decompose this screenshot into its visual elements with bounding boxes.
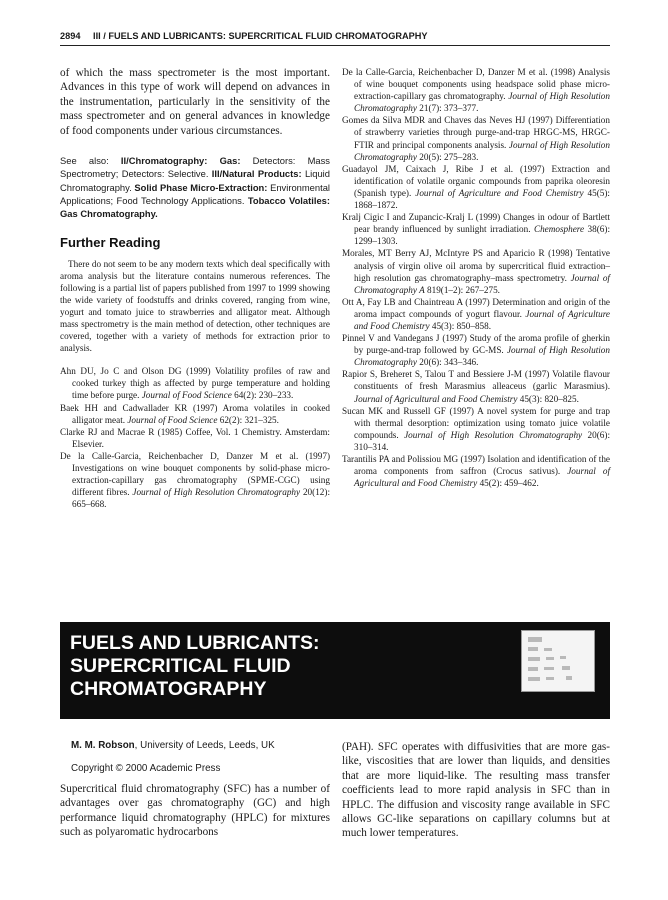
running-title: III / FUELS AND LUBRICANTS: SUPERCRITICAL FLUID CHROMATOGRAPHY (93, 31, 428, 41)
reference-item: Morales, MT Berry AJ, McIntyre PS and Aparicio R (1998) Tentative analysis of virgin olive oil aroma by supercritical fluid extraction–high resolution gas chromatography–mass spectrometry. Journal of Chromatography A 819(1–2): 267–275. (342, 248, 610, 295)
reference-item: Gomes da Silva MDR and Chaves das Neves HJ (1997) Differentiation of strawberry varieties through purge-and-trap HRGC-MS, HRGC-FTIR and principal components analysis. Journal of High Resolution Chromatography 20(5): 275–283. (342, 115, 610, 162)
see-also-section: III/Natural Products: (211, 168, 302, 180)
reference-list-left (60, 365, 330, 510)
article-title-line: SUPERCRITICAL FLUID (70, 655, 291, 677)
see-also-links[interactable]: II/Chromatography: Gas: Detectors: Mass Spectrometry; Detectors: Selective. III/Natural Products: Liquid Chromatography. Solid Phase Micro-Extraction: Environmental Applications; Food Technology Applications. Tobacco Volatiles: Gas Chromatography. (60, 155, 331, 220)
article-opening-right (342, 740, 610, 841)
reference-item: Guadayol JM, Caixach J, Ribe J et al. (1997) Extraction and identification of volatile organic compounds from paprika oleoresin (Spanish type). Journal of Agriculture and Food Chemistry 45(5): 1868–1872. (342, 163, 610, 211)
see-also (60, 154, 330, 220)
article-paragraph-left: Supercritical fluid chromatography (SFC) has a number of advantages over gas chromatography (GC) and high performance liquid chromatography (HPLC) for mixtures such as polyaromatic hydrocarbons (60, 783, 330, 839)
reference-item: Tarantilis PA and Polissiou MG (1997) Isolation and identification of the aroma components from saffron (Crocus sativus). Journal of Agricultural and Food Chemistry 45(2): 459–462. (342, 454, 610, 489)
reference-journal: Journal of High Resolution Chromatography (132, 487, 301, 498)
reference-journal: Journal of Agricultural and Food Chemistry (354, 393, 518, 404)
reference-journal: Journal of High Resolution Chromatography (354, 91, 610, 114)
author-affiliation: , University of Leeds, Leeds, UK (134, 740, 275, 751)
reference-journal: Journal of Food Science (141, 390, 232, 401)
intro-paragraph: of which the mass spectrometer is the most important. Advances in this type of work will depend on advances in the instrumentation, particularly in the sensitivity of the mass spectrometer and on general advances in knowledge of food components under various circumstances. (60, 67, 330, 137)
article-title (70, 632, 320, 701)
reference-journal: Chemosphere (533, 224, 585, 235)
reference-item: Sucan MK and Russell GF (1997) A novel system for purge and trap with thermal desorption: optimization using tomato juice volatile compounds. Journal of High Resolution Chromatography 20(6): 310–314. (342, 405, 610, 452)
article-title-line: FUELS AND LUBRICANTS: (70, 632, 320, 654)
reference-item: Kralj Cigic I and Zupancic-Kralj L (1999) Changes in odour of Bartlett pear brandy influenced by sunlight irradiation. Chemosphere 38(6): 1299–1303. (342, 212, 610, 247)
reference-list-right (342, 66, 610, 489)
see-also-label: See also: (60, 155, 109, 167)
author-name: M. M. Robson (71, 740, 135, 751)
article-title-line: CHROMATOGRAPHY (70, 678, 267, 700)
reference-journal: Journal of Chromatography A (354, 272, 610, 295)
reference-item: Ott A, Fay LB and Chaintreau A (1997) Determination and origin of the aroma impact compounds of yogurt flavour. Journal of Agriculture and Food Chemistry 45(3): 850–858. (342, 296, 611, 331)
reference-item: De la Calle-Garcia, Reichenbacher D, Danzer M et al. (1998) Analysis of wine bouquet components using headspace solid phase micro-extraction-capillary gas chromatography. Journal of High Resolution Chromatography 21(7): 373–377. (342, 67, 610, 114)
see-also-section: Tobacco Volatiles: Gas Chromatography. (60, 194, 330, 220)
reference-journal: Journal of High Resolution Chromatography (354, 345, 610, 368)
reference-journal: Journal of Agriculture and Food Chemistry (354, 308, 611, 331)
article-opening-left (60, 740, 330, 840)
reference-journal: Journal of Agriculture and Food Chemistry (415, 187, 584, 198)
chromatography-section-logo-icon (521, 630, 595, 692)
page-number: 2894 (60, 31, 81, 41)
author-line (71, 740, 330, 751)
reference-journal: Journal of High Resolution Chromatography (354, 139, 610, 162)
header-rule (60, 45, 610, 46)
article-title-banner (60, 622, 610, 719)
right-column (342, 66, 610, 489)
see-also-section: II/Chromatography: Gas: (120, 155, 241, 167)
reference-item: Rapior S, Breheret S, Talou T and Bessiere J-M (1997) Volatile flavour constituents of fresh Marasmius alleaceus (garlic Marasmius). Journal of Agricultural and Food Chemistry 45(3): 820–825. (342, 369, 610, 404)
reference-journal: Journal of High Resolution Chromatography (404, 429, 583, 440)
see-also-section: Solid Phase Micro-Extraction: (134, 181, 268, 193)
reference-journal: Journal of Food Science (127, 414, 218, 425)
running-header (60, 31, 610, 41)
article-paragraph-right: (PAH). SFC operates with diffusivities that are more gas-like, viscosities that are lower than liquids, and densities that are more liquid-like. The resulting mass transfer coefficients lead to more rapid analysis in SFC than in HPLC. The diffusion and viscosity range available in SFC allows GC-like separations on capillary columns but at much lower temperatures. (342, 741, 610, 840)
further-reading-text: There do not seem to be any modern texts which deal specifically with aroma analysis but the literature contains numerous references. The following is a partial list of papers published from 1997 to 1999 showing the wide variety of foodstuffs and drinks covered, ranging from wine, yogurt and tomato juice to strawberries and alligator meat. Although mass spectrometry is the main method of detection, other techniques are covered, together with a variety of methods for extraction prior to analysis. (60, 258, 330, 354)
left-column (60, 66, 330, 510)
reference-item: De la Calle-Garcia, Reichenbacher D, Danzer M et al. (1997) Investigations on wine bouquet components by solid-phase micro-extraction-capillary gas chromatography (SPME-CGC) using different fibres. Journal of High Resolution Chromatography 20(12): 665–668. (60, 450, 330, 510)
reference-item: Clarke RJ and Macrae R (1985) Coffee, Vol. 1 Chemistry. Amsterdam: Elsevier. (60, 426, 330, 449)
copyright-line: Copyright © 2000 Academic Press (71, 763, 221, 774)
reference-journal: Journal of Agricultural and Food Chemistry (354, 466, 610, 489)
reference-item: Baek HH and Cadwallader KR (1997) Aroma volatiles in cooked alligator meat. Journal of Food Science 62(2): 321–325. (60, 402, 330, 425)
reference-item: Pinnel V and Vandegans J (1997) Study of the aroma profile of gherkin by purge-and-trap followed by GC-MS. Journal of High Resolution Chromatography 20(6): 343–346. (342, 333, 610, 368)
reference-item: Ahn DU, Jo C and Olson DG (1999) Volatility profiles of raw and cooked turkey thigh as affected by purge temperature and holding time before purge. Journal of Food Science 64(2): 230–233. (60, 366, 330, 401)
further-reading-heading: Further Reading (60, 234, 161, 250)
